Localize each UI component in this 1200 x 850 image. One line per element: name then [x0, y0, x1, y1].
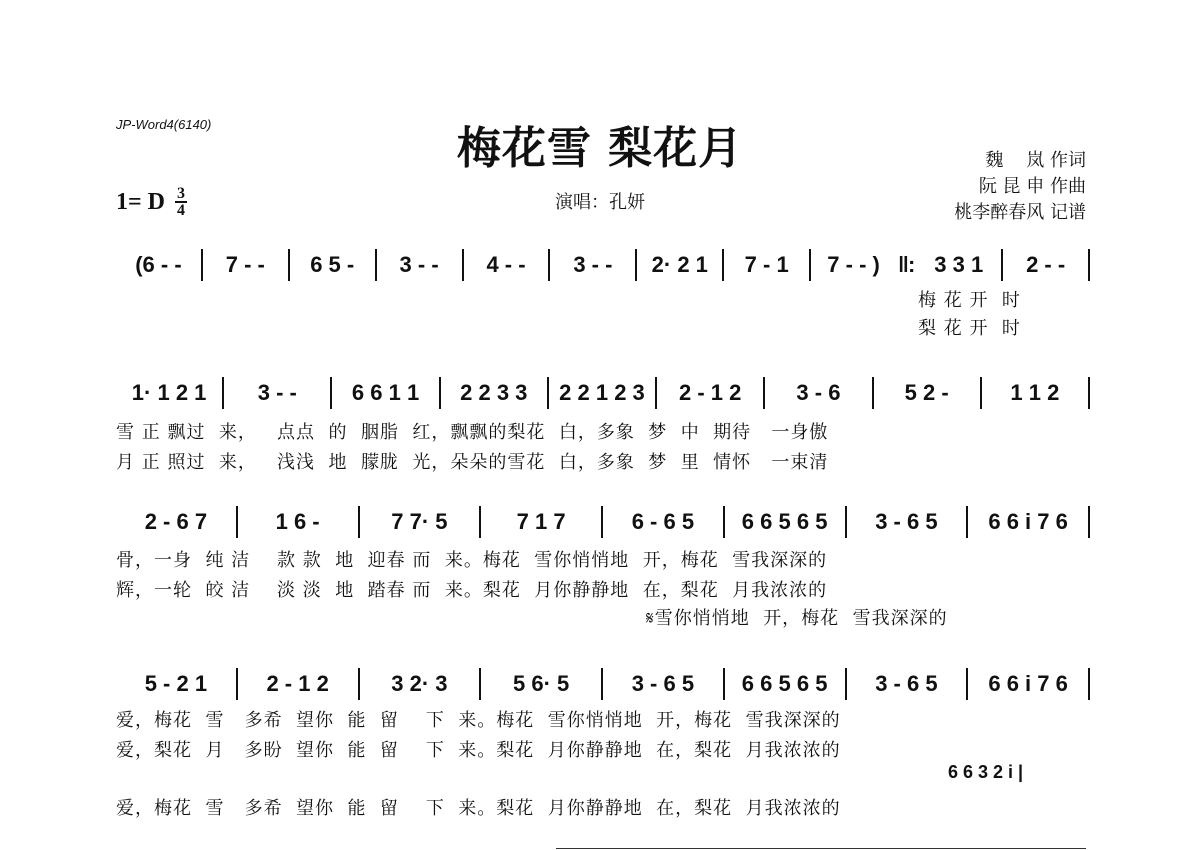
- measure: 3 - -: [573, 252, 613, 277]
- measure: 3 - 6 5: [875, 671, 938, 696]
- measure: 3 - 6 5: [631, 671, 695, 696]
- score-row-1: [116, 243, 1090, 287]
- time-signature: [175, 186, 187, 218]
- measure: 3 - -: [257, 380, 297, 405]
- measure: 3 - 6 5: [875, 509, 938, 534]
- measure: 6 6 5 6 5: [741, 671, 828, 696]
- score-row-3: [116, 500, 1090, 544]
- measure: 6 6 i 7 6: [988, 671, 1068, 696]
- measure: 2 2 1 2 3: [559, 380, 645, 405]
- lyric-line: 爱，梅花 雪 多希 望你 能 留 下 来。梨花 月你静静地 在，梨花 月我浓浓的: [116, 798, 841, 819]
- time-top: 3: [177, 185, 186, 202]
- measure: 6 6 5 6 5: [741, 509, 828, 534]
- coda-notes: 6 6 3 2 i |: [948, 762, 1024, 782]
- repeat-sign: ‖:: [898, 252, 915, 277]
- score-row-2: [116, 371, 1090, 415]
- measure: 2 - -: [1026, 252, 1066, 277]
- measure: 3 2· 3: [391, 671, 448, 696]
- lyric-line: 爱，梅花 雪 多希 望你 能 留 下 来。梅花 雪你悄悄地 开，梅花 雪我深深的: [116, 710, 841, 731]
- measure: 5 6· 5: [512, 671, 570, 696]
- credits: [954, 148, 1086, 226]
- score-row-4: [116, 662, 1090, 706]
- measure: 5 2 -: [904, 380, 949, 405]
- measure: 3 - 6: [796, 380, 841, 405]
- singer: 演唱：孔妍: [555, 192, 645, 213]
- measure: 2 2 3 3: [460, 380, 528, 405]
- lyric-line: 月 正 照过 来， 浅浅 地 朦胧 光，朵朵的雪花 白，多象 梦 里 情怀 一束清: [116, 452, 829, 473]
- measure: 7 - -: [225, 252, 265, 277]
- measure: 2 - 6 7: [144, 509, 208, 534]
- measure: 2 - 1 2: [266, 671, 329, 696]
- lyric-line: 骨，一身 纯 洁 款 款 地 迎春 而 来。梅花 雪你悄悄地 开，梅花 雪我深深的: [116, 550, 828, 571]
- lyric-line: 梅 花 开 时: [918, 290, 1021, 311]
- measure: 2· 2 1: [651, 252, 708, 277]
- measure: 1 1 2: [1010, 380, 1060, 405]
- measure: 6 6 1 1: [351, 380, 420, 405]
- lyric-line: 雪 正 飘过 来， 点点 的 胭脂 红，飘飘的梨花 白，多象 梦 中 期待 一身傲: [116, 422, 829, 443]
- lyric-line: 𝄋雪你悄悄地 开，梅花 雪我深深的: [646, 608, 948, 629]
- measure: 1· 1 2 1: [131, 380, 207, 405]
- lyricist: 魏 岚 作词: [985, 150, 1086, 171]
- measure: 7 1 7: [516, 509, 566, 534]
- footer-rule: [556, 848, 1086, 849]
- lyric-line: 爱，梨花 月 多盼 望你 能 留 下 来。梨花 月你静静地 在，梨花 月我浓浓的: [116, 740, 841, 761]
- measure: 6 6 i 7 6: [988, 509, 1068, 534]
- measure: 6 - 6 5: [631, 509, 695, 534]
- measure: (6 - -: [135, 252, 182, 277]
- measure: 2 - 1 2: [679, 380, 742, 405]
- song-title: 梅花雪 梨花月: [456, 123, 744, 174]
- transcriber: 桃李醉春风 记谱: [954, 202, 1086, 223]
- measure: 1 6 -: [275, 509, 320, 534]
- measure: 7 - 1: [744, 252, 789, 277]
- measure: 7 - - ): [827, 252, 880, 277]
- lyric-line: 梨 花 开 时: [918, 318, 1021, 339]
- measure: 6 5 -: [310, 252, 355, 277]
- measure: 4 - -: [486, 252, 526, 277]
- watermark: JP-Word4(6140): [116, 117, 212, 132]
- measure: 5 - 2 1: [144, 671, 208, 696]
- measure: 7 7· 5: [391, 509, 448, 534]
- key-label: 1= D: [116, 188, 166, 215]
- composer: 阮 昆 申 作曲: [978, 176, 1086, 197]
- key-signature: [116, 186, 187, 218]
- lyric-line: 辉，一轮 皎 洁 淡 淡 地 踏春 而 来。梨花 月你静静地 在，梨花 月我浓浓的: [116, 580, 828, 601]
- time-bottom: 4: [177, 202, 186, 219]
- measure: 3 - -: [399, 252, 439, 277]
- measure: 3 3 1: [934, 252, 984, 277]
